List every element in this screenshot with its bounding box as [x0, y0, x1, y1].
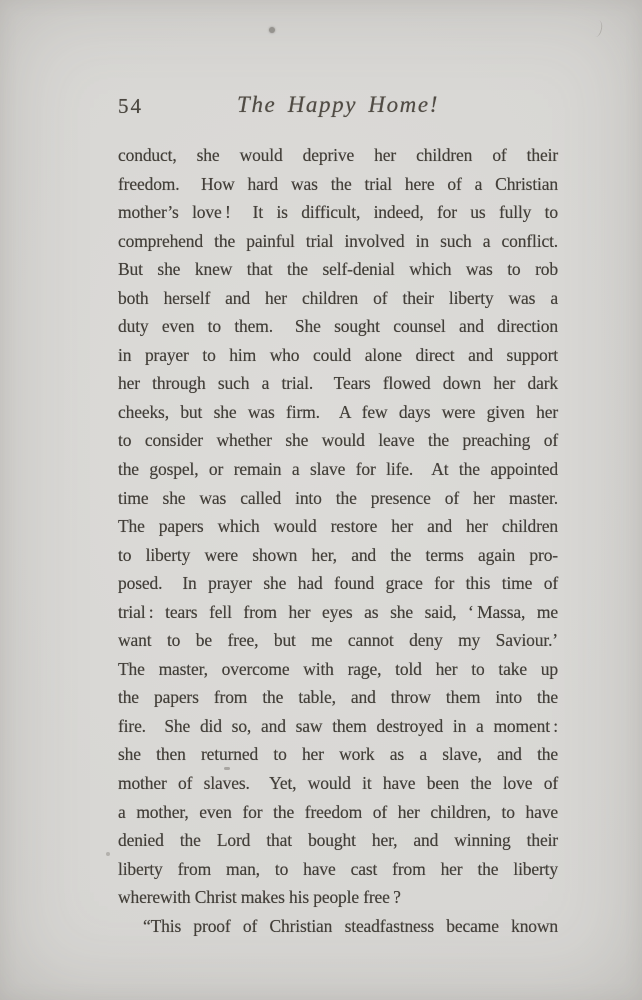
page-number: 54: [118, 94, 143, 118]
text-line: the gospel, or remain a slave for life. At the appointed: [118, 459, 558, 480]
text-line: both herself and her children of their liberty was a: [118, 287, 558, 308]
text-line: mother’s love ! It is difficult, indeed, for us fully to: [118, 202, 558, 223]
text-line: she then returned to her work as a slave, and the: [118, 744, 558, 765]
text-line: a mother, even for the freedom of her children, to have: [118, 801, 558, 822]
text-line: her through such a trial. Tears flowed down her dark: [118, 373, 558, 394]
text-line: mother of slaves. Yet, would it have been the love of: [118, 773, 558, 794]
text-line: The master, overcome with rage, told her to take up: [118, 658, 558, 679]
text-line: time she was called into the presence of her master.: [118, 487, 558, 508]
text-line: the papers from the table, and throw them into the: [118, 687, 558, 708]
text-line: freedom. How hard was the trial here of a Christian: [118, 173, 558, 194]
text-line: conduct, she would deprive her children of their: [118, 145, 558, 165]
text-line: cheeks, but she was firm. A few days were given her: [118, 401, 558, 422]
text-line: posed. In prayer she had found grace for this time of: [118, 573, 558, 594]
page-header: [118, 94, 558, 124]
text-line: to liberty were shown her, and the terms again pro-: [118, 544, 558, 565]
text-line: trial : tears fell from her eyes as she said, ‘ Massa, me: [118, 601, 558, 622]
text-line: “This proof of Christian steadfastness became known: [143, 915, 558, 936]
text-line: duty even to them. She sought counsel and direction: [118, 316, 558, 337]
text-line: But she knew that the self-denial which was to rob: [118, 259, 558, 280]
text-line: want to be free, but me cannot deny my Saviour.’: [118, 630, 558, 651]
text-line: The papers which would restore her and her children: [118, 516, 558, 537]
running-title: The Happy Home!: [237, 92, 439, 117]
text-line: fire. She did so, and saw them destroyed in a moment :: [118, 715, 558, 736]
text-line: denied the Lord that bought her, and winning their: [118, 830, 558, 851]
ink-speck: [106, 852, 110, 856]
text-line: in prayer to him who could alone direct and support: [118, 344, 558, 365]
text-line: comprehend the painful trial involved in such a conflict.: [118, 230, 558, 251]
text-line: wherewith Christ makes his people free ?: [118, 887, 401, 908]
text-line: to consider whether she would leave the preaching of: [118, 430, 558, 451]
body-text: [118, 141, 558, 940]
ink-speck: [269, 27, 275, 33]
text-line: liberty from man, to have cast from her the liberty: [118, 858, 558, 879]
